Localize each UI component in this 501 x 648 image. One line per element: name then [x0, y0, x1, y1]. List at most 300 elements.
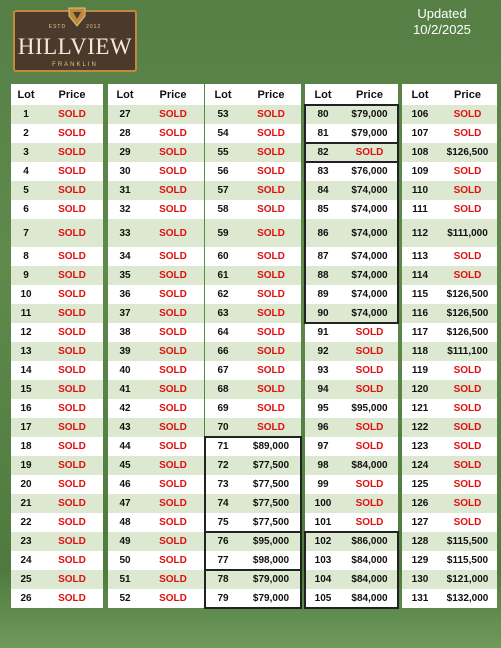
table-row: [305, 551, 398, 570]
lot-number: 86: [317, 227, 329, 239]
table-row: [11, 105, 103, 124]
lot-number: 50: [119, 555, 131, 566]
sold-label: SOLD: [257, 346, 285, 357]
table-row: [402, 162, 497, 181]
lot-price: $74,000: [351, 308, 388, 319]
table-row: [108, 494, 204, 513]
lot-number: 118: [411, 346, 429, 357]
table-row: [205, 181, 301, 200]
lot-price: $126,500: [446, 289, 489, 300]
lot-number: 74: [217, 498, 229, 509]
lot-table-1: [11, 84, 103, 608]
lot-number: 73: [217, 479, 229, 490]
table-row: [402, 380, 497, 399]
sold-label: SOLD: [58, 185, 86, 196]
lot-number: 23: [20, 536, 32, 547]
sold-label: SOLD: [58, 460, 86, 471]
sold-label: SOLD: [58, 384, 86, 395]
lot-number: 21: [20, 498, 32, 509]
sold-label: SOLD: [159, 574, 187, 585]
lot-price: $98,000: [252, 555, 290, 566]
lot-number: 41: [119, 384, 131, 395]
lot-price: $115,500: [446, 536, 489, 547]
lot-number: 28: [119, 128, 131, 139]
sold-label: SOLD: [159, 460, 187, 471]
lot-number: 70: [217, 422, 229, 433]
logo-subtitle: FRANKLIN: [52, 62, 98, 68]
lot-price: $74,000: [351, 227, 388, 239]
sold-label: SOLD: [453, 204, 482, 215]
table-row: [402, 304, 497, 323]
table-row: [205, 494, 301, 513]
lot-price: $115,500: [446, 555, 489, 566]
sold-label: SOLD: [257, 128, 285, 139]
table-row: [305, 304, 398, 323]
lot-number: 47: [119, 498, 131, 509]
updated-value: 10/2/2025: [413, 22, 471, 37]
lot-number: 90: [317, 308, 329, 319]
lot-number: 10: [20, 289, 32, 300]
lot-number: 91: [317, 327, 329, 338]
table-row: [305, 513, 398, 532]
table-row: [11, 247, 103, 266]
sold-label: SOLD: [159, 289, 187, 300]
lot-price: $95,000: [351, 403, 388, 414]
table-row: [205, 361, 301, 380]
table-row: [11, 532, 103, 551]
table-row: [402, 494, 497, 513]
table-row: [11, 342, 103, 361]
sold-label: SOLD: [159, 308, 187, 319]
sold-label: SOLD: [257, 403, 285, 414]
lot-number: 88: [317, 270, 329, 281]
sold-label: SOLD: [257, 251, 285, 262]
table-row: [108, 181, 204, 200]
lot-number: 13: [20, 346, 32, 357]
table-row: [305, 342, 398, 361]
hillview-logo: [13, 10, 137, 72]
table-row: [205, 304, 301, 323]
lot-number: 128: [411, 536, 429, 547]
lot-price: $74,000: [351, 204, 388, 215]
table-row: [305, 475, 398, 494]
lot-number: 49: [119, 536, 131, 547]
lot-number: 117: [411, 327, 429, 338]
lot-number: 24: [20, 555, 32, 566]
sold-label: SOLD: [355, 498, 384, 509]
table-row: [11, 399, 103, 418]
lot-number: 15: [20, 384, 32, 395]
table-row: [108, 437, 204, 456]
table-row: [11, 304, 103, 323]
table-row: [305, 380, 398, 399]
sold-label: SOLD: [453, 403, 482, 414]
price-header: Price: [356, 88, 383, 101]
lot-header: Lot: [314, 88, 332, 101]
lot-number: 130: [411, 574, 429, 585]
sold-label: SOLD: [355, 422, 384, 433]
logo-name: HILLVIEW: [17, 34, 133, 59]
table-row: [305, 589, 398, 608]
sold-label: SOLD: [159, 327, 187, 338]
table-row: [402, 143, 497, 162]
lot-header: Lot: [411, 88, 429, 101]
sold-label: SOLD: [159, 517, 187, 528]
table-row: [11, 494, 103, 513]
table-row: [402, 361, 497, 380]
table-row: [205, 285, 301, 304]
table-row: [11, 266, 103, 285]
lot-number: 96: [317, 422, 329, 433]
sold-label: SOLD: [159, 593, 187, 604]
lot-number: 4: [23, 166, 29, 177]
sold-label: SOLD: [58, 574, 86, 585]
table-row: [108, 162, 204, 181]
sold-label: SOLD: [453, 517, 482, 528]
sold-label: SOLD: [257, 204, 285, 215]
lot-number: 79: [217, 593, 229, 604]
lot-number: 56: [217, 166, 229, 177]
lot-price: $89,000: [252, 441, 290, 452]
lot-number: 92: [317, 346, 329, 357]
lot-number: 124: [411, 460, 429, 471]
sold-label: SOLD: [159, 498, 187, 509]
table-row: [205, 105, 301, 124]
sold-label: SOLD: [58, 270, 86, 281]
table-row: [108, 589, 204, 608]
sold-label: SOLD: [355, 384, 384, 395]
table-row: [402, 181, 497, 200]
lot-table-3: [205, 84, 301, 608]
sold-label: SOLD: [58, 128, 86, 139]
table-row: [11, 200, 103, 219]
table-row: [205, 532, 301, 551]
lot-number: 30: [119, 166, 131, 177]
sold-label: SOLD: [159, 346, 187, 357]
table-row: [108, 304, 204, 323]
table-row: [305, 200, 398, 219]
lot-number: 89: [317, 289, 329, 300]
sold-label: SOLD: [257, 422, 285, 433]
lot-number: 69: [217, 403, 229, 414]
sold-label: SOLD: [355, 517, 384, 528]
lot-number: 18: [20, 441, 32, 452]
sold-label: SOLD: [355, 365, 384, 376]
table-row: [205, 342, 301, 361]
table-row: [402, 532, 497, 551]
lot-number: 112: [411, 227, 429, 239]
lot-header: Lot: [17, 88, 35, 101]
table-header: [305, 84, 398, 105]
lot-number: 76: [217, 536, 229, 547]
lot-number: 63: [217, 308, 229, 319]
lot-number: 67: [217, 365, 229, 376]
sold-label: SOLD: [58, 327, 86, 338]
sold-label: SOLD: [159, 403, 187, 414]
sold-label: SOLD: [257, 384, 285, 395]
table-row: [108, 124, 204, 143]
lot-number: 119: [411, 365, 429, 376]
lot-number: 8: [23, 251, 29, 262]
lot-number: 101: [314, 517, 332, 528]
updated-label: Updated: [417, 6, 467, 21]
table-row: [305, 361, 398, 380]
lot-number: 78: [217, 574, 229, 585]
lot-number: 53: [217, 109, 229, 120]
lot-price: $84,000: [351, 593, 388, 604]
table-row: [402, 323, 497, 342]
lot-number: 93: [317, 365, 329, 376]
lot-number: 1: [23, 109, 29, 120]
lot-number: 25: [20, 574, 32, 585]
sold-label: SOLD: [58, 346, 86, 357]
lot-number: 126: [411, 498, 429, 509]
lot-number: 115: [411, 289, 429, 300]
table-row: [305, 437, 398, 456]
table-row: [402, 247, 497, 266]
lot-number: 36: [119, 289, 131, 300]
sold-label: SOLD: [453, 185, 482, 196]
table-row: [108, 551, 204, 570]
sold-label: SOLD: [159, 479, 187, 490]
sold-label: SOLD: [58, 251, 86, 262]
table-row: [305, 323, 398, 342]
lot-number: 108: [411, 147, 429, 158]
table-row: [108, 418, 204, 437]
lot-number: 58: [217, 204, 229, 215]
lot-number: 51: [119, 574, 131, 585]
sold-label: SOLD: [453, 441, 482, 452]
table-row: [108, 475, 204, 494]
table-row: [108, 532, 204, 551]
table-row: [11, 162, 103, 181]
lot-price: $74,000: [351, 289, 388, 300]
lot-number: 26: [20, 593, 32, 604]
lot-number: 61: [217, 270, 229, 281]
sold-label: SOLD: [257, 308, 285, 319]
table-row: [305, 162, 398, 181]
table-row: [305, 124, 398, 143]
lot-number: 110: [411, 185, 429, 196]
lot-number: 120: [411, 384, 429, 395]
lot-number: 20: [20, 479, 32, 490]
table-row: [108, 285, 204, 304]
table-row: [205, 323, 301, 342]
lot-number: 127: [411, 517, 429, 528]
lot-number: 121: [411, 403, 429, 414]
table-header: [402, 84, 497, 105]
table-row: [402, 437, 497, 456]
table-row: [205, 124, 301, 143]
table-row: [108, 513, 204, 532]
sold-label: SOLD: [58, 204, 86, 215]
sold-label: SOLD: [159, 270, 187, 281]
lot-number: 113: [411, 251, 429, 262]
lot-number: 104: [314, 574, 332, 585]
lot-number: 114: [411, 270, 429, 281]
sold-label: SOLD: [257, 327, 285, 338]
lot-number: 19: [20, 460, 32, 471]
lot-number: 131: [411, 593, 429, 604]
table-row: [205, 437, 301, 456]
sold-label: SOLD: [257, 166, 285, 177]
sold-label: SOLD: [58, 109, 86, 120]
table-row: [205, 551, 301, 570]
table-row: [108, 266, 204, 285]
lot-table-2: [108, 84, 204, 608]
lot-number: 97: [317, 441, 329, 452]
table-row: [205, 570, 301, 589]
lot-number: 102: [314, 536, 332, 547]
table-row: [402, 200, 497, 219]
table-row: [402, 285, 497, 304]
lot-price: $74,000: [351, 270, 388, 281]
table-row: [205, 589, 301, 608]
table-row: [108, 456, 204, 475]
table-row: [305, 219, 398, 247]
table-row: [402, 475, 497, 494]
table-row: [11, 513, 103, 532]
lot-number: 72: [217, 460, 229, 471]
sold-label: SOLD: [159, 422, 187, 433]
sold-label: SOLD: [58, 147, 86, 158]
sold-label: SOLD: [453, 384, 482, 395]
lot-number: 39: [119, 346, 131, 357]
sold-label: SOLD: [159, 384, 187, 395]
sold-label: SOLD: [355, 327, 384, 338]
lot-number: 33: [119, 227, 131, 239]
lot-number: 12: [20, 327, 32, 338]
lot-price: $111,000: [447, 227, 488, 239]
lot-number: 48: [119, 517, 131, 528]
lot-number: 5: [23, 185, 29, 196]
lot-price: $111,100: [447, 346, 488, 357]
sold-label: SOLD: [159, 128, 187, 139]
sold-label: SOLD: [58, 422, 86, 433]
lot-price: $79,000: [252, 593, 290, 604]
table-row: [305, 494, 398, 513]
lot-price: $84,000: [351, 555, 388, 566]
table-row: [11, 380, 103, 399]
lot-number: 116: [411, 308, 429, 319]
table-row: [11, 219, 103, 247]
lot-number: 109: [411, 166, 429, 177]
lot-table-5: [402, 84, 497, 608]
lot-number: 40: [119, 365, 131, 376]
sold-label: SOLD: [159, 365, 187, 376]
lot-number: 66: [217, 346, 229, 357]
table-row: [305, 105, 398, 124]
sold-label: SOLD: [159, 555, 187, 566]
lot-number: 105: [314, 593, 332, 604]
table-row: [11, 456, 103, 475]
lot-number: 94: [317, 384, 329, 395]
sold-label: SOLD: [58, 517, 86, 528]
lot-number: 100: [314, 498, 332, 509]
lot-number: 32: [119, 204, 131, 215]
lot-number: 6: [23, 204, 29, 215]
sold-label: SOLD: [159, 109, 187, 120]
lot-number: 14: [20, 365, 32, 376]
table-row: [305, 266, 398, 285]
table-row: [402, 266, 497, 285]
sold-label: SOLD: [159, 185, 187, 196]
table-row: [305, 570, 398, 589]
sold-label: SOLD: [355, 346, 384, 357]
lot-number: 43: [119, 422, 131, 433]
table-row: [205, 219, 301, 247]
lot-number: 129: [411, 555, 429, 566]
lot-price: $79,000: [351, 109, 388, 120]
lot-number: 45: [119, 460, 131, 471]
lot-number: 17: [20, 422, 32, 433]
table-row: [11, 570, 103, 589]
sold-label: SOLD: [58, 536, 86, 547]
table-row: [305, 418, 398, 437]
table-row: [11, 551, 103, 570]
lot-number: 9: [23, 270, 29, 281]
lot-header: Lot: [116, 88, 134, 101]
lot-number: 34: [119, 251, 131, 262]
sold-label: SOLD: [453, 109, 482, 120]
lot-number: 111: [412, 204, 428, 215]
table-row: [11, 143, 103, 162]
sold-label: SOLD: [257, 289, 285, 300]
table-row: [402, 570, 497, 589]
table-row: [11, 181, 103, 200]
lot-number: 37: [119, 308, 131, 319]
table-row: [402, 105, 497, 124]
lot-number: 71: [217, 441, 229, 452]
sold-label: SOLD: [355, 441, 384, 452]
lot-number: 59: [217, 227, 229, 239]
lot-number: 62: [217, 289, 229, 300]
table-row: [108, 219, 204, 247]
table-row: [205, 247, 301, 266]
lot-number: 82: [317, 147, 329, 158]
lot-price: $77,500: [252, 517, 290, 528]
lot-price: $76,000: [351, 166, 388, 177]
sold-label: SOLD: [58, 498, 86, 509]
sold-label: SOLD: [58, 403, 86, 414]
sold-label: SOLD: [159, 204, 187, 215]
table-row: [205, 418, 301, 437]
table-row: [205, 399, 301, 418]
table-row: [205, 143, 301, 162]
price-header: Price: [58, 88, 86, 101]
table-row: [205, 456, 301, 475]
price-header: Price: [159, 88, 187, 101]
lot-number: 64: [217, 327, 229, 338]
sold-label: SOLD: [58, 593, 86, 604]
table-row: [108, 143, 204, 162]
lot-number: 31: [119, 185, 131, 196]
table-row: [402, 551, 497, 570]
sold-label: SOLD: [453, 479, 482, 490]
table-row: [205, 200, 301, 219]
table-row: [305, 143, 398, 162]
table-row: [205, 162, 301, 181]
table-row: [205, 513, 301, 532]
sold-label: SOLD: [159, 536, 187, 547]
lot-price: $74,000: [351, 251, 388, 262]
table-row: [11, 285, 103, 304]
lot-price: $126,500: [446, 147, 489, 158]
sold-label: SOLD: [159, 251, 187, 262]
lot-number: 103: [314, 555, 332, 566]
sold-label: SOLD: [159, 441, 187, 452]
table-row: [305, 532, 398, 551]
